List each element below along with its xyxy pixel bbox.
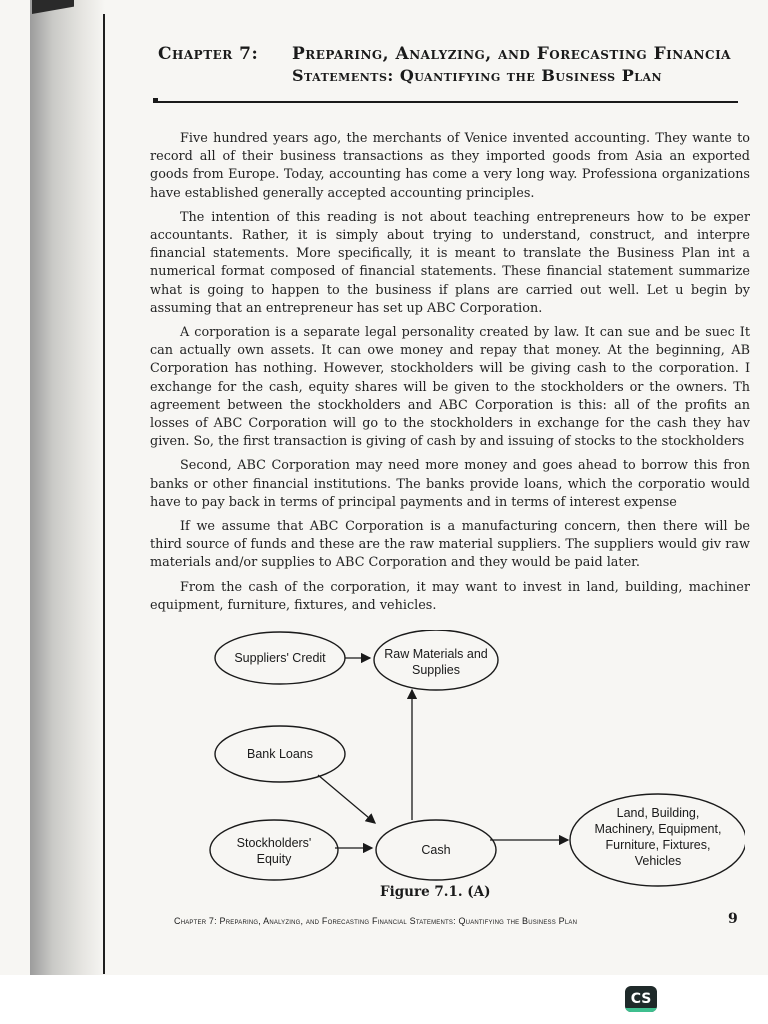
node-label: Stockholders' [236, 836, 312, 850]
edge-bank-to-cash [318, 775, 375, 823]
figure-caption: Figure 7.1. (A) [380, 884, 491, 900]
node-bank-loans [215, 726, 345, 782]
flow-diagram-svg [200, 630, 745, 900]
node-label: Machinery, Equipment, [594, 822, 722, 836]
node-stockholders-equity [210, 820, 338, 880]
page-edge-line [103, 14, 105, 974]
flow-diagram [200, 630, 745, 900]
node-label: Raw Materials and [384, 647, 488, 661]
paragraph: A corporation is a separate legal personality created by law. It can sue and be suec It can actually own assets. It can owe money and repay that money. At the beginning, AB Corporation has nothing. However, stockholders will be giving cash to the corporation. I exchange for the cash, equity shares will be given to the stockholders or the owners. Th agreement between the stockholders and ABC Corporation is this: all of the profits an losses of ABC Corporation will go to the stockholders in exchange for the cash they hav given. So, the first transaction is giving of cash by and issuing of stocks to the stockholders [150, 325, 750, 450]
node-label: Land, Building, [616, 806, 700, 820]
chapter-title-line2: Statements: Quantifying the Business Plan [292, 66, 663, 85]
paragraph: If we assume that ABC Corporation is a manufacturing concern, then there will be third source of funds and these are the raw material suppliers. The suppliers would giv raw materials and/or supplies to ABC Corporation and they would be paid later. [150, 519, 750, 571]
paragraph: The intention of this reading is not about teaching entrepreneurs how to be exper accountants. Rather, it is simply about trying to understand, construct, and interpre financial statements. More specifically, it is meant to translate the Business Plan int a numerical format composed of financial statements. These financial statement summarize what is going to happen to the business if plans are carried out well. Let u begin by assuming that an entrepreneur has set up ABC Corporation. [150, 209, 750, 316]
paragraph: Five hundred years ago, the merchants of Venice invented accounting. They wante to record all of their business transactions as they imported goods from Asia an exported goods from Europe. Today, accounting has come a very long way. Professiona organizations have established generally accepted accounting principles. [150, 131, 750, 201]
node-cash [376, 820, 496, 880]
page-number: 9 [728, 911, 738, 927]
paragraph: Second, ABC Corporation may need more money and goes ahead to borrow this fron banks or other financial institutions. The banks provide loans, which the corporatio would have to pay back in terms of principal payments and in terms of interest expense [150, 458, 750, 510]
node-label: Cash [421, 843, 451, 857]
chapter-label: Chapter 7: [158, 44, 259, 64]
node-label: Vehicles [634, 854, 682, 868]
node-fixed-assets [570, 794, 745, 886]
book-binding-shadow [30, 0, 105, 975]
node-label: Suppliers' Credit [234, 651, 326, 665]
camscanner-logo-icon: CS [625, 986, 657, 1012]
node-label: Equity [256, 852, 292, 866]
node-label: Furniture, Fixtures, [605, 838, 711, 852]
chapter-header [158, 44, 748, 85]
rule-marker [153, 98, 158, 103]
body-text [150, 130, 750, 621]
header-rule [155, 101, 738, 103]
node-raw-materials [374, 630, 498, 690]
chapter-title-line1: Preparing, Analyzing, and Forecasting Financia [292, 44, 731, 64]
node-suppliers-credit [215, 632, 345, 684]
running-footer: Chapter 7: Preparing, Analyzing, and Forecasting Financial Statements: Quantifying the Business Plan [174, 916, 578, 926]
node-label: Bank Loans [246, 747, 314, 761]
node-label: Supplies [412, 663, 460, 677]
paragraph: From the cash of the corporation, it may want to invest in land, building, machiner equipment, furniture, fixtures, and vehicles. [150, 579, 750, 613]
